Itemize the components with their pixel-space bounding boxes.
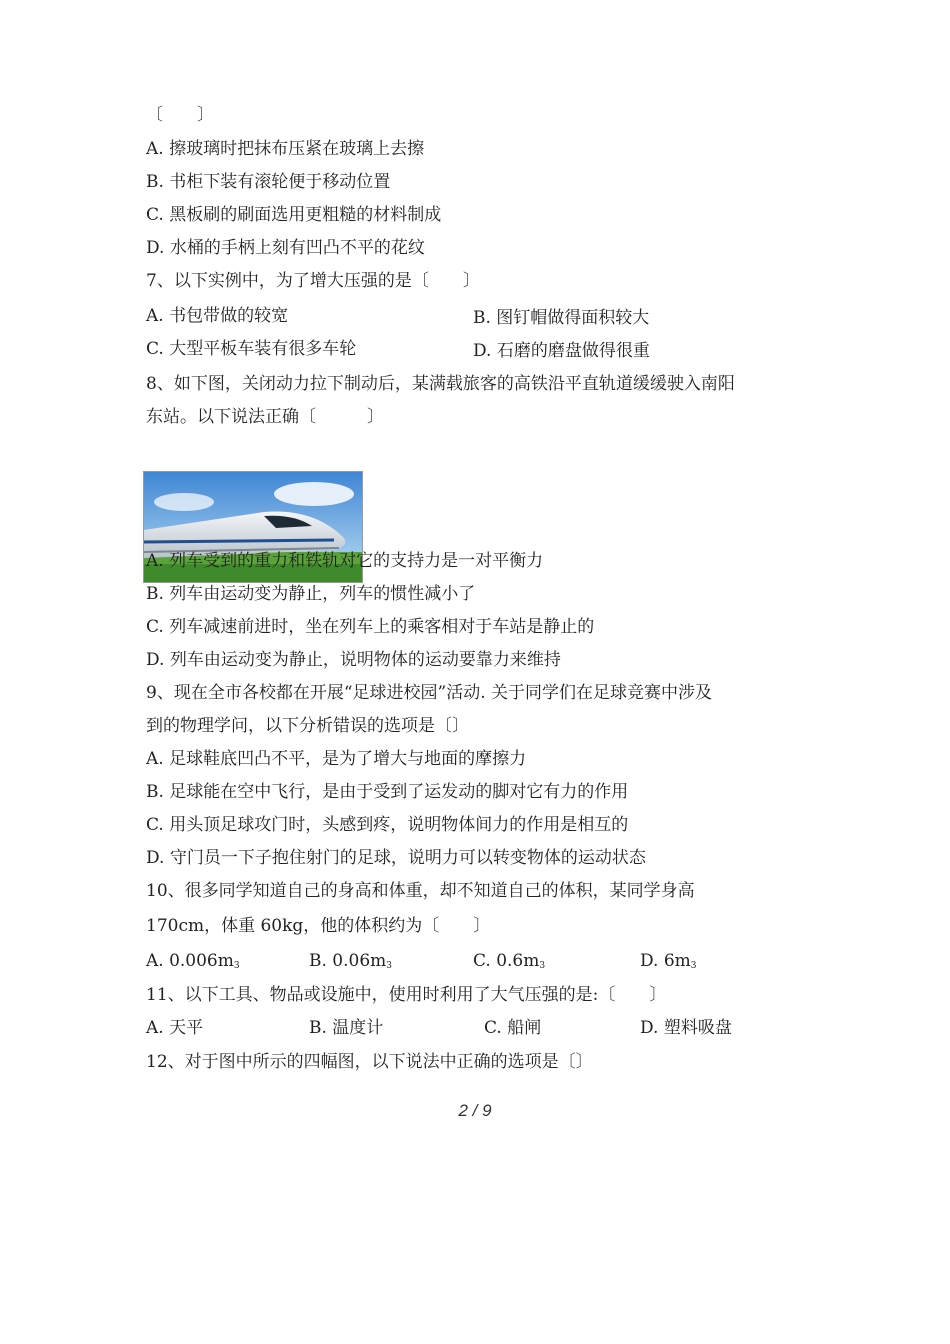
q10-stem-1: 10、很多同学知道自己的身高和体重，却不知道自己的体积，某同学身高: [146, 881, 695, 901]
q7-option-d: D. 石磨的磨盘做得很重: [473, 341, 650, 361]
q11-stem: 11、以下工具、物品或设施中，使用时利用了大气压强的是:〔 〕: [146, 985, 667, 1005]
q10-option-c: C. $0.6m_3$: [473, 951, 546, 971]
q9-stem-2: 到的物理学问，以下分析错误的选项是〔〕: [146, 716, 469, 736]
q10-option-b: B. $0.06m_3$: [309, 951, 393, 971]
q8-stem-2: 东站。以下说法正确〔 〕: [146, 407, 384, 427]
q8-option-d: D. 列车由运动变为静止，说明物体的运动要靠力来维持: [146, 650, 561, 670]
q6-option-b: B. 书柜下装有滚轮便于移动位置: [146, 172, 391, 192]
q10-option-a: A. $0.006m_3$: [146, 951, 240, 971]
q11-option-c: C. 船闸: [484, 1018, 542, 1038]
q6-option-c: C. 黑板刷的刷面选用更粗糙的材料制成: [146, 205, 442, 225]
q7-option-b: B. 图钉帽做得面积较大: [473, 308, 650, 328]
q9-option-a: A. 足球鞋底凹凸不平，是为了增大与地面的摩擦力: [146, 749, 527, 769]
q9-option-d: D. 守门员一下子抱住射门的足球，说明力可以转变物体的运动状态: [146, 848, 646, 868]
q8-option-a: A. 列车受到的重力和铁轨对它的支持力是一对平衡力: [146, 551, 544, 571]
q11-option-a: A. 天平: [146, 1018, 204, 1038]
q8-option-b: B. 列车由运动变为静止，列车的惯性减小了: [146, 584, 476, 604]
q6-option-d: D. 水桶的手柄上刻有凹凸不平的花纹: [146, 238, 425, 258]
q7-option-a: A. 书包带做的较宽: [146, 306, 289, 326]
q7-stem: 7、以下实例中，为了增大压强的是〔 〕: [146, 271, 480, 291]
q9-option-c: C. 用头顶足球攻门时，头感到疼，说明物体间力的作用是相互的: [146, 815, 629, 835]
q11-option-b: B. 温度计: [309, 1018, 384, 1038]
q12-stem: 12、对于图中所示的四幅图，以下说法中正确的选项是〔〕: [146, 1052, 593, 1072]
q10-option-d: D. $6m_3$: [640, 951, 697, 971]
q6-option-a: A. 擦玻璃时把抹布压紧在玻璃上去擦: [146, 139, 425, 159]
q8-stem-1: 8、如下图，关闭动力拉下制动后，某满载旅客的高铁沿平直轨道缓缓驶入南阳: [146, 374, 735, 394]
q9-stem-1: 9、现在全市各校都在开展“足球进校园”活动. 关于同学们在足球竞赛中涉及: [146, 683, 713, 703]
q7-option-c: C. 大型平板车装有很多车轮: [146, 339, 357, 359]
bracket-line: 〔 〕: [146, 105, 214, 125]
q11-option-d: D. 塑料吸盘: [640, 1018, 732, 1038]
q10-stem-2: 170cm，体重 60kg，他的体积约为〔 〕: [146, 916, 491, 936]
q8-option-c: C. 列车减速前进时，坐在列车上的乘客相对于车站是静止的: [146, 617, 595, 637]
page-number: 2 / 9: [458, 1101, 492, 1120]
q9-option-b: B. 足球能在空中飞行，是由于受到了运发动的脚对它有力的作用: [146, 782, 629, 802]
